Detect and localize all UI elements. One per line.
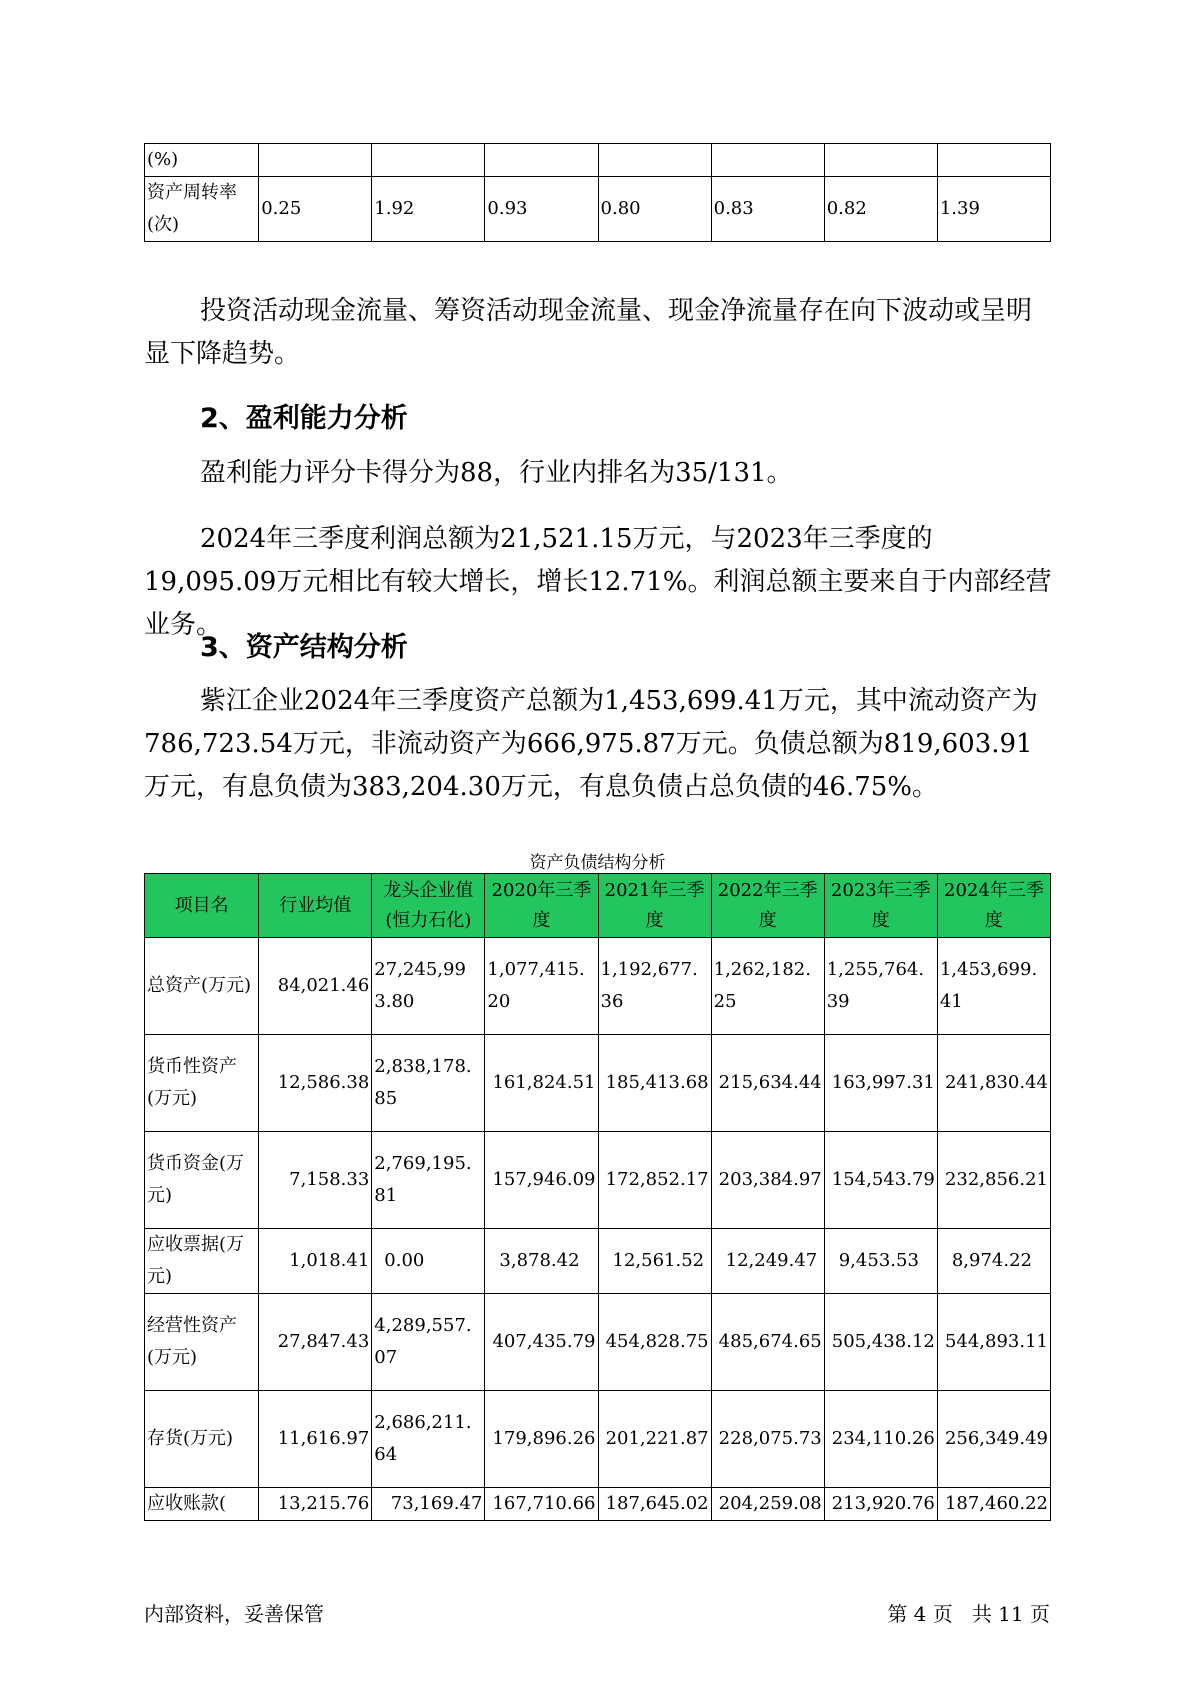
column-header: 项目名 bbox=[145, 874, 259, 938]
table-cell: 0.82 bbox=[824, 177, 937, 242]
table-cell: 0.00 bbox=[372, 1229, 485, 1294]
row-label: (%) bbox=[145, 144, 259, 177]
table-cell: 204,259.08 bbox=[711, 1488, 824, 1521]
table-cell: 1,453,699.41 bbox=[937, 938, 1050, 1035]
table-cell: 11,616.97 bbox=[259, 1391, 372, 1488]
table-row bbox=[145, 1294, 1051, 1391]
table-cell: 1,192,677.36 bbox=[598, 938, 711, 1035]
table-row bbox=[145, 1391, 1051, 1488]
table-cell bbox=[598, 144, 711, 177]
row-label: 应收账款( bbox=[145, 1488, 259, 1521]
table-cell: 454,828.75 bbox=[598, 1294, 711, 1391]
row-label: 应收票据(万元) bbox=[145, 1229, 259, 1294]
table-cell: 0.83 bbox=[711, 177, 824, 242]
table-cell: 163,997.31 bbox=[824, 1035, 937, 1132]
row-label: 货币性资产(万元) bbox=[145, 1035, 259, 1132]
table-cell: 232,856.21 bbox=[937, 1132, 1050, 1229]
table-cell: 234,110.26 bbox=[824, 1391, 937, 1488]
section-heading-asset-structure: 3、资产结构分析 bbox=[200, 632, 408, 663]
table-cell: 1,255,764.39 bbox=[824, 938, 937, 1035]
table-row bbox=[145, 1035, 1051, 1132]
table-cell: 12,561.52 bbox=[598, 1229, 711, 1294]
column-header: 2020年三季度 bbox=[485, 874, 598, 938]
table-cell: 154,543.79 bbox=[824, 1132, 937, 1229]
table-cell bbox=[485, 144, 598, 177]
table-cell: 1,262,182.25 bbox=[711, 938, 824, 1035]
table-cell: 172,852.17 bbox=[598, 1132, 711, 1229]
table-cell: 187,645.02 bbox=[598, 1488, 711, 1521]
table-cell: 2,769,195.81 bbox=[372, 1132, 485, 1229]
table-cell: 2,838,178.85 bbox=[372, 1035, 485, 1132]
row-label: 资产周转率(次) bbox=[145, 177, 259, 242]
table-cell: 0.80 bbox=[598, 177, 711, 242]
paragraph-profit-total: 2024年三季度利润总额为21,521.15万元，与2023年三季度的19,095.09万元相比有较大增长，增长12.71%。利润总额主要来自于内部经营业务。 bbox=[144, 524, 1052, 640]
table-cell: 187,460.22 bbox=[937, 1488, 1050, 1521]
table-row bbox=[145, 938, 1051, 1035]
table-cell: 203,384.97 bbox=[711, 1132, 824, 1229]
table-cell: 241,830.44 bbox=[937, 1035, 1050, 1132]
table-cell: 27,245,993.80 bbox=[372, 938, 485, 1035]
table-cell: 179,896.26 bbox=[485, 1391, 598, 1488]
table-cell: 0.93 bbox=[485, 177, 598, 242]
table-cell: 485,674.65 bbox=[711, 1294, 824, 1391]
section-heading-profitability: 2、盈利能力分析 bbox=[200, 403, 408, 434]
table-cell: 215,634.44 bbox=[711, 1035, 824, 1132]
table-cell bbox=[824, 144, 937, 177]
table-header-row bbox=[145, 874, 1051, 938]
table-cell: 201,221.87 bbox=[598, 1391, 711, 1488]
table-cell: 73,169.47 bbox=[372, 1488, 485, 1521]
table-cell bbox=[937, 144, 1050, 177]
table-cell: 2,686,211.64 bbox=[372, 1391, 485, 1488]
table-cell: 228,075.73 bbox=[711, 1391, 824, 1488]
table-cell: 185,413.68 bbox=[598, 1035, 711, 1132]
table-cell: 13,215.76 bbox=[259, 1488, 372, 1521]
table-row bbox=[145, 1488, 1051, 1521]
table-cell bbox=[711, 144, 824, 177]
paragraph-asset-summary: 紫江企业2024年三季度资产总额为1,453,699.41万元，其中流动资产为786,723.54万元，非流动资产为666,975.87万元。负债总额为819,603.91万元，有息负债为383,204.30万元，有息负债占总负债的46.75%。 bbox=[144, 686, 1038, 802]
table-cell: 1,077,415.20 bbox=[485, 938, 598, 1035]
table-cell: 256,349.49 bbox=[937, 1391, 1050, 1488]
table-cell: 161,824.51 bbox=[485, 1035, 598, 1132]
column-header: 2022年三季度 bbox=[711, 874, 824, 938]
balance-sheet-table bbox=[144, 873, 1051, 1521]
paragraph-cashflow: 投资活动现金流量、筹资活动现金流量、现金净流量存在向下波动或呈明显下降趋势。 bbox=[144, 296, 1033, 369]
ratio-table bbox=[144, 143, 1051, 242]
row-label: 总资产(万元) bbox=[145, 938, 259, 1035]
column-header: 2024年三季度 bbox=[937, 874, 1050, 938]
table-cell: 1,018.41 bbox=[259, 1229, 372, 1294]
table-cell: 8,974.22 bbox=[937, 1229, 1050, 1294]
table-row bbox=[145, 1229, 1051, 1294]
table-cell: 12,586.38 bbox=[259, 1035, 372, 1132]
column-header: 2023年三季度 bbox=[824, 874, 937, 938]
table-cell: 3,878.42 bbox=[485, 1229, 598, 1294]
table-cell: 12,249.47 bbox=[711, 1229, 824, 1294]
table-cell: 544,893.11 bbox=[937, 1294, 1050, 1391]
table-row bbox=[145, 1132, 1051, 1229]
row-label: 经营性资产(万元) bbox=[145, 1294, 259, 1391]
column-header: 行业均值 bbox=[259, 874, 372, 938]
table-cell bbox=[372, 144, 485, 177]
paragraph-profit-score: 盈利能力评分卡得分为88，行业内排名为35/131。 bbox=[200, 458, 793, 488]
table-cell: 157,946.09 bbox=[485, 1132, 598, 1229]
table-cell: 27,847.43 bbox=[259, 1294, 372, 1391]
column-header: 龙头企业值(恒力石化) bbox=[372, 874, 485, 938]
table-cell: 213,920.76 bbox=[824, 1488, 937, 1521]
table-cell: 0.25 bbox=[259, 177, 372, 242]
footer-confidential-note: 内部资料，妥善保管 bbox=[144, 1602, 324, 1626]
table-cell: 4,289,557.07 bbox=[372, 1294, 485, 1391]
table-row bbox=[145, 144, 1051, 177]
row-label: 存货(万元) bbox=[145, 1391, 259, 1488]
column-header: 2021年三季度 bbox=[598, 874, 711, 938]
table-cell: 9,453.53 bbox=[824, 1229, 937, 1294]
table-cell: 505,438.12 bbox=[824, 1294, 937, 1391]
row-label: 货币资金(万元) bbox=[145, 1132, 259, 1229]
table-cell: 407,435.79 bbox=[485, 1294, 598, 1391]
table-caption: 资产负债结构分析 bbox=[529, 853, 666, 873]
table-cell: 1.92 bbox=[372, 177, 485, 242]
footer-page-number: 第 4 页 共 11 页 bbox=[887, 1602, 1050, 1626]
table-row bbox=[145, 177, 1051, 242]
table-cell: 84,021.46 bbox=[259, 938, 372, 1035]
table-cell: 167,710.66 bbox=[485, 1488, 598, 1521]
table-cell: 1.39 bbox=[937, 177, 1050, 242]
table-cell bbox=[259, 144, 372, 177]
table-cell: 7,158.33 bbox=[259, 1132, 372, 1229]
